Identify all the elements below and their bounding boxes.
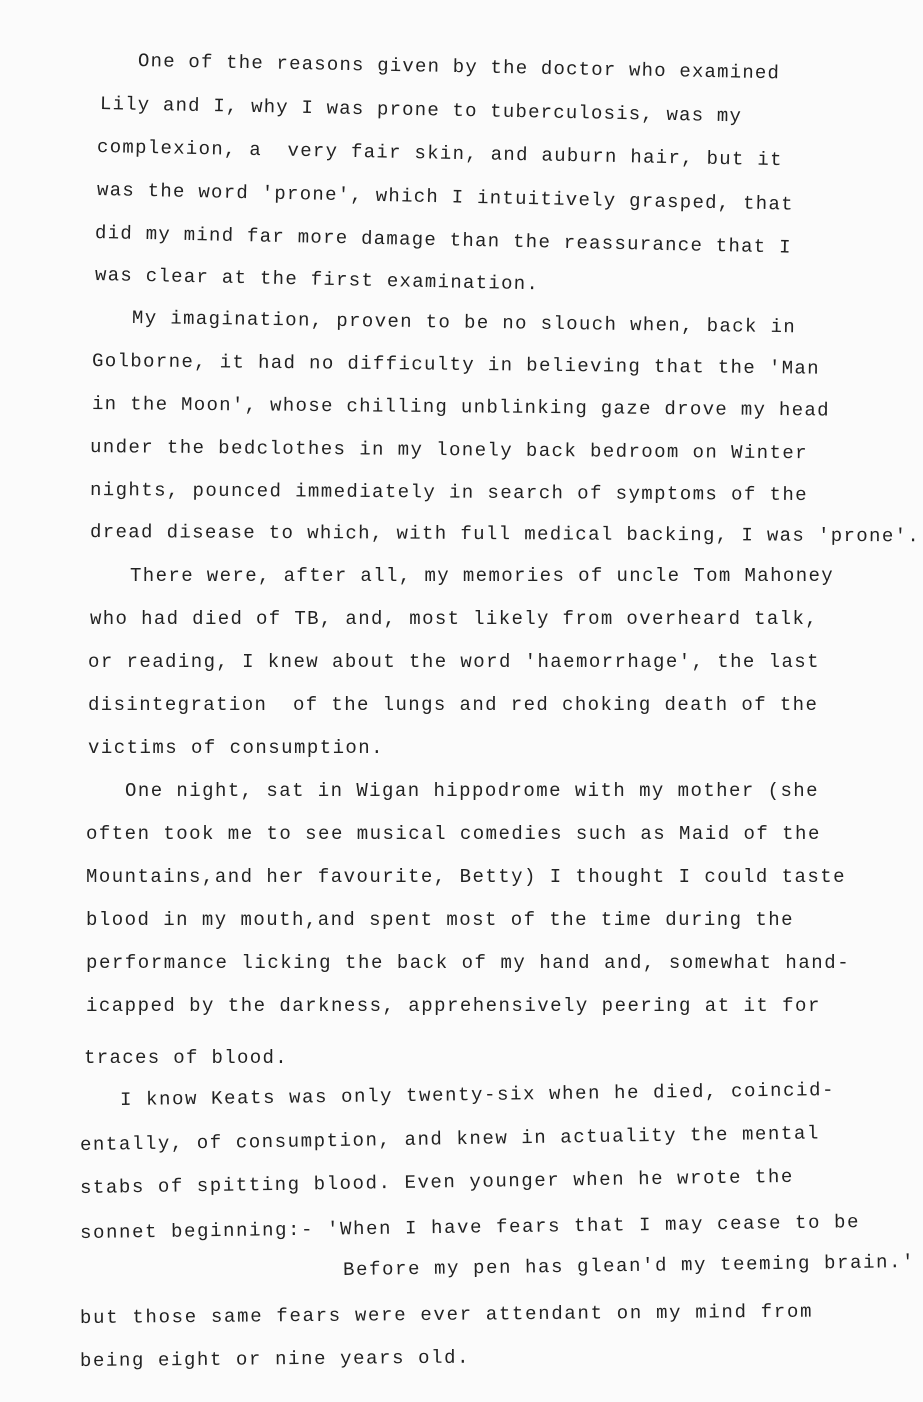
text-line: There were, after all, my memories of uncle Tom Mahoney xyxy=(130,565,835,587)
text-line: Before my pen has glean'd my teeming brain.' xyxy=(342,1251,916,1281)
text-line: nights, pounced immediately in search of symptoms of the xyxy=(89,479,809,507)
text-line: did my mind far more damage than the reassurance that I xyxy=(94,222,793,259)
text-line: sonnet beginning:- 'When I have fears that I may cease to be xyxy=(79,1211,861,1244)
text-line: Lily and I, why I was prone to tuberculosis, was my xyxy=(99,93,743,128)
text-line: victims of consumption. xyxy=(88,737,385,759)
text-line: but those same fears were ever attendant on my mind from xyxy=(79,1300,814,1329)
text-line: I know Keats was only twenty-six when he died, coincid- xyxy=(119,1079,836,1111)
text-line: icapped by the darkness, apprehensively peering at it for xyxy=(86,995,821,1017)
text-line: entally, of consumption, and knew in actuality the mental xyxy=(79,1122,821,1156)
text-line: complexion, a very fair skin, and auburn hair, but it xyxy=(96,136,783,172)
text-line: traces of blood. xyxy=(84,1047,289,1069)
text-line: being eight or nine years old. xyxy=(79,1346,471,1372)
text-line: My imagination, proven to be no slouch when, back in xyxy=(131,307,797,339)
text-line: Mountains,and her favourite, Betty) I thought I could taste xyxy=(86,866,847,888)
text-line: or reading, I knew about the word 'haemorrhage', the last xyxy=(88,651,820,673)
text-line: who had died of TB, and, most likely from overheard talk, xyxy=(90,608,818,630)
text-line: under the bedclothes in my lonely back bedroom on Winter xyxy=(89,436,809,465)
text-line: was clear at the first examination. xyxy=(94,264,540,296)
text-line: Golborne, it had no difficulty in believing that the 'Man xyxy=(91,350,821,380)
text-line: disintegration of the lungs and red choking death of the xyxy=(88,694,819,716)
text-line: dread disease to which, with full medical backing, I was 'prone'. xyxy=(89,521,921,548)
text-line: in the Moon', whose chilling unblinking gaze drove my head xyxy=(91,393,830,422)
text-line: blood in my mouth,and spent most of the time during the xyxy=(86,909,794,931)
text-line: One of the reasons given by the doctor who examined xyxy=(137,50,781,85)
text-line: performance licking the back of my hand and, somewhat hand- xyxy=(86,952,851,974)
text-line: stabs of spitting blood. Even younger when he wrote the xyxy=(79,1165,795,1199)
text-line: One night, sat in Wigan hippodrome with my mother (she xyxy=(125,780,819,802)
text-line: often took me to see musical comedies such as Maid of the xyxy=(86,823,821,845)
text-line: was the word 'prone', which I intuitively grasped, that xyxy=(96,179,795,216)
